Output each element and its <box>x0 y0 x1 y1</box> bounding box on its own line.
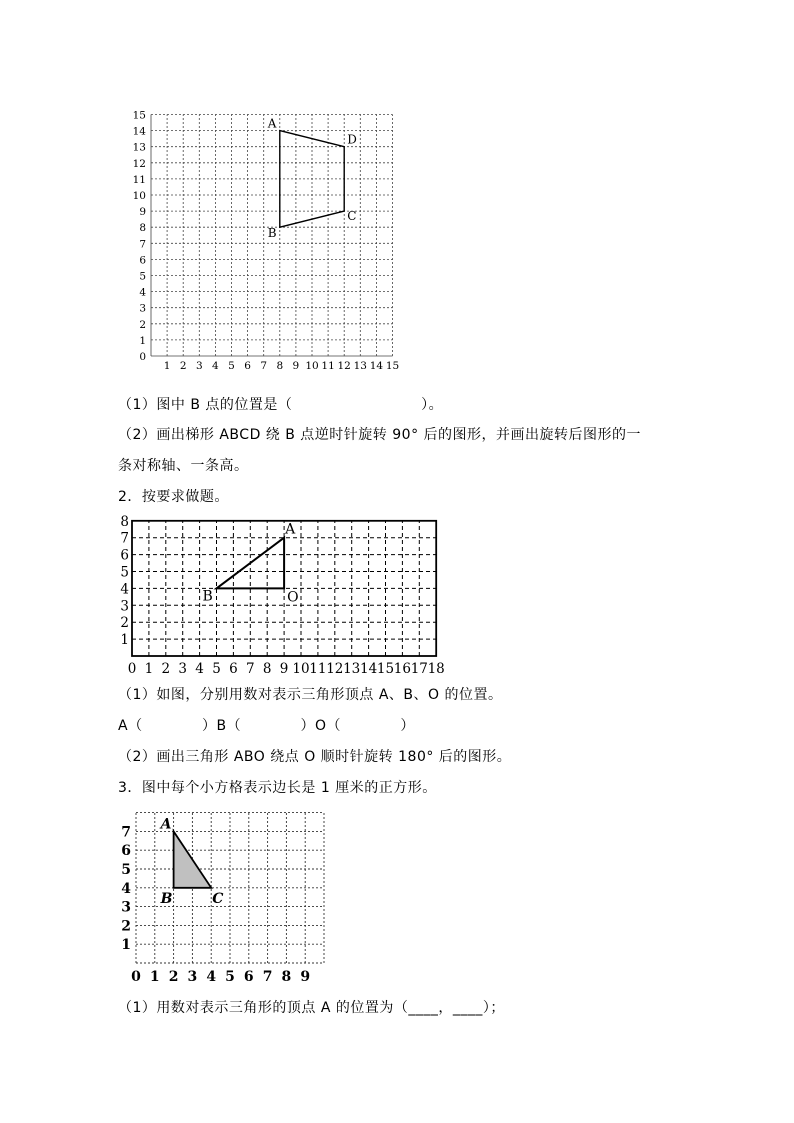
x-tick-label-1: 13 <box>353 360 367 372</box>
vertex-label-a: A <box>285 521 296 538</box>
x-tick-label-2: 10 <box>292 661 310 677</box>
y-tick-label-2: 4 <box>120 581 129 598</box>
q1-line3: 条对称轴、一条高。 <box>118 458 249 474</box>
y-tick-label-2: 6 <box>120 547 129 564</box>
y-tick-label-3: 7 <box>121 824 131 841</box>
y-tick-label-1: 7 <box>139 238 146 251</box>
x-tick-label-2: 13 <box>343 661 361 677</box>
x-tick-label-1: 6 <box>244 360 251 372</box>
vertex-label-c: C <box>212 890 224 907</box>
x-tick-label-2: 15 <box>376 661 395 677</box>
x-tick-label-2: 1 <box>144 661 154 677</box>
y-tick-label-1: 4 <box>139 286 146 299</box>
q1-line2: （2）画出梯形 ABCD 绕 B 点逆时针旋转 90° 后的图形，并画出旋转后图形的一 <box>118 427 642 443</box>
y-tick-label-3: 2 <box>121 918 131 935</box>
triangle-abc <box>174 831 212 887</box>
vertex-label-b: B <box>202 588 213 605</box>
x-tick-label-2: 17 <box>410 661 428 677</box>
vertex-label-d: D <box>347 132 357 147</box>
x-tick-label-2: 18 <box>427 661 445 677</box>
x-tick-label-1: 3 <box>195 360 203 372</box>
q2-line3: （2）画出三角形 ABO 绕点 O 顺时针旋转 180° 后的图形。 <box>118 749 512 765</box>
x-tick-label-1: 7 <box>260 360 268 372</box>
x-tick-label-1: 10 <box>305 360 319 372</box>
x-tick-label-2: 5 <box>212 661 221 677</box>
x-tick-label-3: 8 <box>281 969 292 985</box>
y-tick-label-2: 2 <box>120 615 129 632</box>
y-tick-label-2: 7 <box>120 530 129 547</box>
y-tick-label-3: 6 <box>121 843 131 860</box>
x-tick-label-2: 11 <box>309 661 327 677</box>
y-tick-label-3: 5 <box>121 862 131 878</box>
x-tick-label-2: 2 <box>161 661 171 677</box>
y-tick-label-1: 14 <box>132 125 146 138</box>
q2-line2: A（ ）B（ ）O（ ） <box>118 718 415 734</box>
x-tick-label-2: 3 <box>178 661 187 677</box>
x-tick-label-3: 0 <box>131 969 141 985</box>
x-tick-label-2: 16 <box>393 661 411 677</box>
x-tick-label-2: 12 <box>326 661 344 677</box>
x-tick-label-1: 12 <box>337 360 351 372</box>
vertex-label-a: A <box>160 816 172 833</box>
y-tick-label-1: 2 <box>139 318 146 331</box>
x-tick-label-3: 7 <box>262 969 273 985</box>
x-tick-label-1: 9 <box>292 360 300 372</box>
vertex-label-b: B <box>267 226 277 241</box>
y-tick-label-1: 10 <box>132 190 146 202</box>
x-tick-label-1: 15 <box>385 360 400 372</box>
x-tick-label-2: 9 <box>279 661 289 677</box>
x-tick-label-3: 9 <box>300 969 311 985</box>
x-tick-label-1: 4 <box>212 360 219 372</box>
y-tick-label-1: 15 <box>132 109 146 122</box>
y-tick-label-1: 1 <box>139 334 146 347</box>
x-tick-label-3: 6 <box>243 969 254 985</box>
x-tick-label-2: 0 <box>127 661 137 677</box>
q3-heading: 3．图中每个小方格表示边长是 1 厘米的正方形。 <box>118 780 437 796</box>
y-tick-label-1: 9 <box>139 206 146 219</box>
q3-line1: （1）用数对表示三角形的顶点 A 的位置为（____，____）； <box>118 1000 505 1016</box>
vertex-label-c: C <box>347 209 357 224</box>
x-tick-label-3: 1 <box>149 969 160 985</box>
vertex-label-a: A <box>267 116 277 131</box>
y-tick-label-1: 5 <box>139 270 146 283</box>
y-tick-label-3: 1 <box>121 937 131 954</box>
x-tick-label-3: 2 <box>168 969 179 985</box>
y-tick-label-1: 0 <box>139 351 146 363</box>
x-tick-label-1: 14 <box>369 360 384 372</box>
x-tick-label-2: 6 <box>229 661 238 677</box>
y-tick-label-2: 3 <box>120 598 129 615</box>
x-tick-label-1: 1 <box>163 360 171 372</box>
y-tick-label-1: 11 <box>132 173 146 186</box>
q2-heading: 2．按要求做题。 <box>118 489 229 505</box>
x-tick-label-1: 5 <box>228 360 235 372</box>
q1-line1: （1）图中 B 点的位置是（ ）。 <box>118 397 444 413</box>
y-tick-label-3: 4 <box>121 880 131 897</box>
x-tick-label-3: 3 <box>187 969 198 985</box>
y-tick-label-1: 12 <box>132 157 146 170</box>
y-tick-label-2: 1 <box>120 632 129 649</box>
y-tick-label-2: 8 <box>120 513 129 530</box>
x-tick-label-2: 7 <box>246 661 255 677</box>
y-tick-label-1: 8 <box>139 222 146 235</box>
x-tick-label-2: 8 <box>262 661 272 677</box>
y-tick-label-1: 3 <box>139 302 146 315</box>
y-tick-label-1: 13 <box>132 141 146 154</box>
x-tick-label-1: 2 <box>179 360 187 372</box>
vertex-label-o: O <box>287 589 299 606</box>
x-tick-label-3: 5 <box>225 969 235 985</box>
y-tick-label-1: 6 <box>139 254 146 267</box>
q2-line1: （1）如图，分别用数对表示三角形顶点 A、B、O 的位置。 <box>118 687 503 703</box>
y-tick-label-2: 5 <box>120 564 129 581</box>
x-tick-label-2: 4 <box>195 661 204 677</box>
triangle-abo <box>217 538 285 589</box>
y-tick-label-3: 3 <box>121 899 131 916</box>
x-tick-label-3: 4 <box>206 969 217 985</box>
x-tick-label-1: 8 <box>276 360 284 372</box>
x-tick-label-2: 14 <box>360 661 378 677</box>
vertex-label-b: B <box>160 890 173 907</box>
x-tick-label-1: 11 <box>321 360 335 372</box>
